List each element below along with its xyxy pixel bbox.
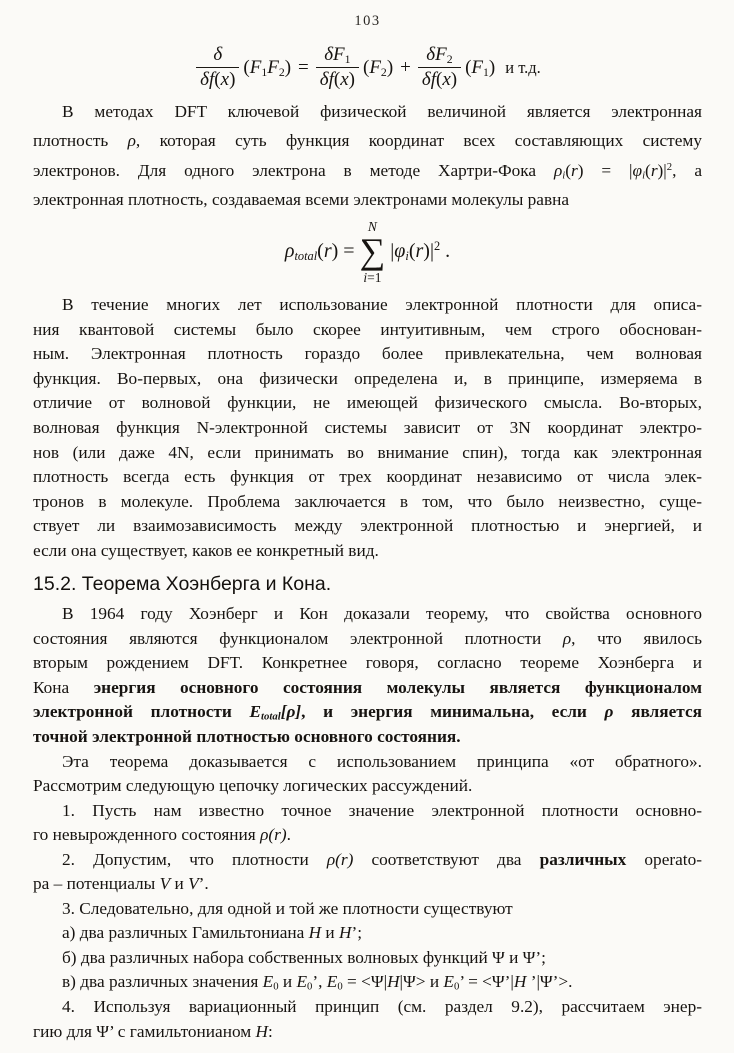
text-line: состояния являются функционалом электронной плотности ρ, что явилось — [33, 628, 702, 648]
paragraph-hk-theorem — [33, 602, 702, 749]
text-line: 4. Используя вариационный принцип (см. раздел 9.2), рассчитаем энер- — [62, 997, 702, 1017]
text-line: Эта теорема доказывается с использованием принципа «от обратного». — [62, 751, 702, 771]
fraction — [196, 44, 239, 91]
text-line: Кона энергия основного состояния молекулы является функционалом — [33, 677, 703, 697]
text-line: отличие от волновой функции, не имеющей физического смысла. Во-вторых, — [33, 393, 702, 413]
fraction-numerator: $\delta F_2$ — [426, 44, 453, 66]
text-line: функция. Во-первых, она физически определена и, в принципе, измеряема в — [33, 368, 702, 388]
math-term: $(F_1F_2)$ — [243, 56, 292, 79]
fraction-numerator: $\delta F_1$ — [324, 44, 351, 66]
text-line: точной электронной плотностью основного состояния. — [33, 727, 461, 746]
text-line: В течение многих лет использование электронной плотности для описа- — [62, 295, 702, 315]
list-item-1 — [33, 799, 702, 848]
summation-upper-limit: N — [367, 218, 377, 234]
text-line: ным. Электронная плотность гораздо более привлекательна, чем волновая — [33, 344, 702, 364]
page-number: 103 — [354, 13, 381, 29]
text-line: вторым рождением DFT. Конкретнее говоря, согласно теореме Хоэнберга и — [33, 653, 702, 673]
text-line: электронной плотности $E_{total}[\rho]$, и энергия минимальна, если ρ является — [33, 702, 702, 724]
list-item-2 — [33, 848, 702, 897]
math-term: $\rho_{total}(r)$ = — [284, 240, 355, 264]
text-line: электронов. Для одного электрона в методе Хартри-Фока $\rho_i(r) = |\varphi_i(r)|^2$, а — [33, 160, 703, 182]
text-line: тронов в молекуле. Проблема заключается в том, что было неизвестно, суще- — [33, 491, 702, 511]
fraction-denominator: δf(x) — [418, 67, 461, 91]
text-line: В методах DFT ключевой физической величиной является электронная — [62, 102, 702, 121]
equals-sign: = — [298, 56, 309, 78]
formula-functional-derivative — [33, 44, 702, 91]
paragraph-dft-intro — [33, 97, 702, 215]
fraction-denominator: δf(x) — [316, 67, 359, 91]
formula-total-density — [33, 219, 702, 286]
plus-sign: + — [400, 56, 411, 78]
list-item-4 — [33, 995, 702, 1044]
math-term: $(F_2)$ — [362, 56, 394, 79]
text-line: го невырожденного состояния ρ(r). — [33, 825, 291, 845]
text-line: б) два различных набора собственных волновых функций Ψ и Ψ’; — [62, 947, 546, 967]
text-line: в) два различных значения $E_0$ и $E_0$’, $E_0 = <\Psi|H|\Psi> и$ $E_0$’ = <Ψ’|H ’|Ψ’>. — [62, 972, 573, 994]
sigma-symbol: ∑ — [359, 231, 386, 272]
text-line: ра – потенциалы V и V’. — [33, 874, 209, 894]
text-line: если она существует, каков ее конкретный вид. — [33, 540, 379, 560]
text-line: волновая функция N-электронной системы зависит от 3N координат электро- — [33, 417, 702, 437]
fraction — [316, 44, 359, 91]
text-line: плотность ρ, которая суть функция координат всех составляющих систему — [33, 131, 702, 151]
list-item-3 — [33, 897, 702, 995]
summation-operator — [360, 219, 386, 286]
text-line: 2. Допустим, что плотности ρ(r) соответствуют два различных operato- — [62, 849, 702, 869]
math-term: $|\varphi_i(r)|^2$ . — [390, 239, 451, 264]
text-line: а) два различных Гамильтониана H и H’; — [62, 923, 363, 943]
text-line: 1. Пусть нам известно точное значение электронной плотности основно- — [62, 800, 702, 820]
fraction — [418, 44, 461, 91]
paragraph-density-history — [33, 293, 702, 563]
section-heading: 15.2. Теорема Хоэнберга и Кона. — [33, 573, 332, 596]
paragraph-proof-intro — [33, 750, 702, 799]
summation-lower-limit: i=1 — [363, 269, 382, 285]
text-line: гию для Ψ’ с гамильтонианом H: — [33, 1021, 273, 1041]
formula-tail-text: и т.д. — [505, 57, 541, 77]
text-line: ствует ли взаимозависимость между электронной плотностью и энергией, и — [33, 516, 702, 536]
text-line: нов (или даже 4N, если принимать во внимание спин), тогда как электронная — [33, 442, 702, 462]
fraction-numerator: δ — [213, 44, 223, 65]
text-line: ния квантовой системы было скорее интуитивным, чем строго обоснован- — [33, 319, 702, 339]
text-line: В 1964 году Хоэнберг и Кон доказали теорему, что свойства основного — [62, 604, 702, 624]
text-line: 3. Следовательно, для одной и той же плотности существуют — [62, 898, 513, 918]
text-line: электронная плотность, создаваемая всеми электронами молекулы равна — [33, 190, 570, 210]
text-line: Рассмотрим следующую цепочку логических рассуждений. — [33, 776, 473, 796]
fraction-denominator: δf(x) — [196, 67, 239, 91]
text-line: плотность всегда есть функция от трех координат независимо от числа элек- — [33, 467, 702, 487]
math-term: $(F_1)$ — [465, 56, 496, 79]
